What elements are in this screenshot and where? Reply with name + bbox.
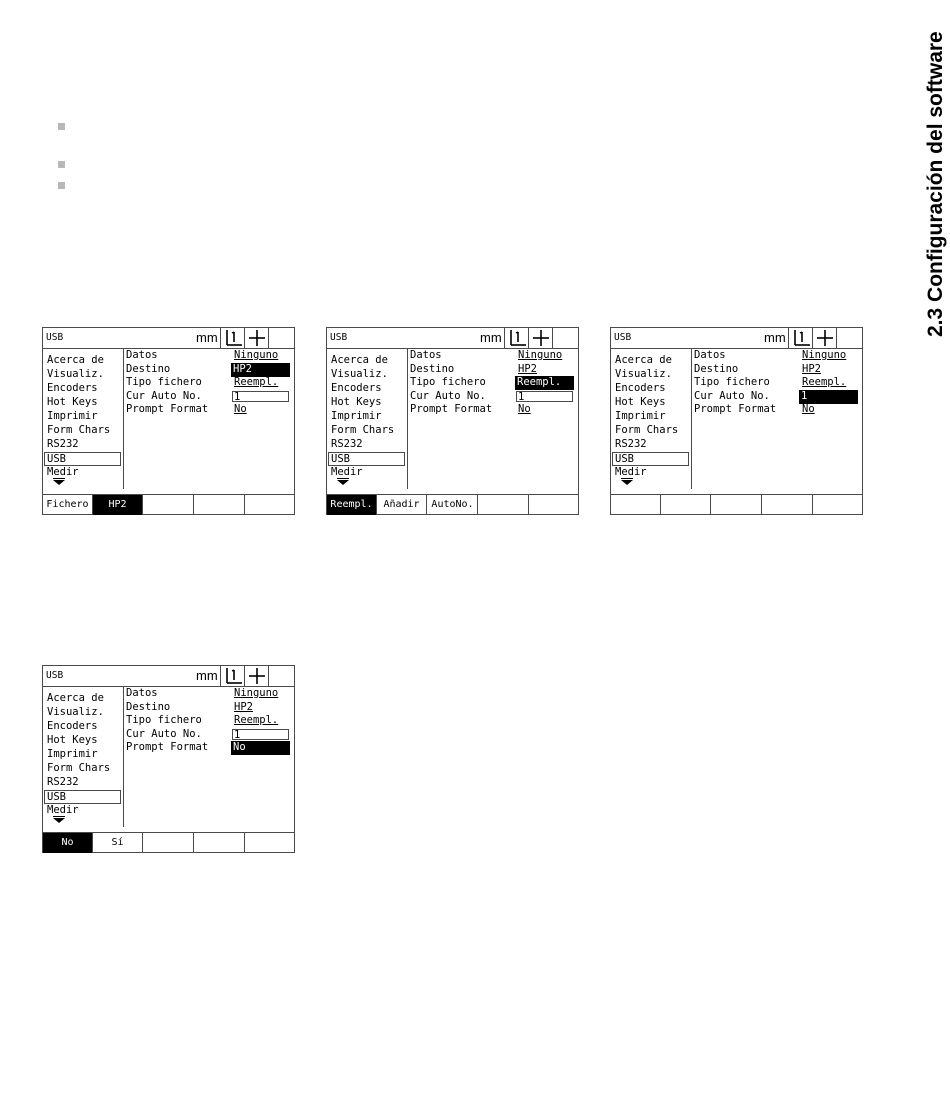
settings-panel	[410, 348, 578, 428]
setting-row[interactable]	[126, 701, 294, 715]
menu-item[interactable]: RS232	[331, 438, 363, 450]
menu-item[interactable]: Imprimir	[47, 410, 98, 422]
empty-status-slot	[836, 328, 862, 348]
setting-label: Prompt Format	[410, 403, 493, 415]
softkey-button[interactable]	[144, 495, 194, 515]
datum-icon[interactable]	[788, 328, 812, 348]
menu-item[interactable]: Form Chars	[47, 762, 111, 774]
menu-item[interactable]: Hot Keys	[331, 396, 382, 408]
setting-row[interactable]	[410, 403, 578, 417]
menu-item[interactable]: Visualiz.	[47, 706, 104, 718]
menu-item[interactable]: Encoders	[47, 382, 98, 394]
menu-item[interactable]: RS232	[47, 438, 79, 450]
setting-label: Destino	[126, 701, 171, 713]
setting-row[interactable]	[126, 687, 294, 701]
setting-value[interactable]: No	[234, 403, 247, 415]
bullet-2	[58, 161, 65, 168]
scroll-down-arrow-icon[interactable]	[53, 818, 65, 823]
setting-value[interactable]: 1	[516, 391, 573, 402]
setting-row[interactable]	[126, 363, 294, 377]
softkey-button[interactable]	[712, 495, 762, 515]
dro-screen	[42, 327, 295, 515]
menu-item[interactable]: RS232	[615, 438, 647, 450]
setting-label: Datos	[694, 349, 726, 361]
unit-toggle[interactable]: mm	[764, 330, 786, 345]
softkey-button[interactable]: Reempl.	[327, 495, 377, 515]
menu-item[interactable]: Medir	[615, 466, 647, 478]
screen-header	[611, 328, 862, 349]
softkey-button[interactable]: HP2	[93, 495, 143, 515]
datum-icon[interactable]	[220, 666, 244, 686]
softkey-button[interactable]: Añadir	[377, 495, 427, 515]
setting-value[interactable]: Reempl.	[515, 376, 574, 390]
setting-label: Cur Auto No.	[694, 390, 770, 402]
screen-header	[327, 328, 578, 349]
setting-value[interactable]: Ninguno	[234, 349, 279, 361]
setting-value[interactable]: No	[231, 741, 290, 755]
crosshair-icon[interactable]	[244, 328, 268, 348]
setting-value[interactable]: Reempl.	[234, 376, 279, 388]
softkey-button[interactable]: No	[43, 833, 93, 853]
setting-value[interactable]: Reempl.	[802, 376, 847, 388]
setting-label: Tipo fichero	[126, 714, 202, 726]
softkey-button[interactable]	[479, 495, 529, 515]
softkey-button[interactable]: Fichero	[43, 495, 93, 515]
settings-menu	[611, 348, 692, 489]
empty-status-slot	[268, 666, 294, 686]
softkey-button[interactable]	[529, 495, 578, 515]
setting-label: Datos	[126, 349, 158, 361]
section-title: 2.3 Configuración del software	[924, 31, 947, 337]
menu-item[interactable]: Form Chars	[47, 424, 111, 436]
setting-row[interactable]	[126, 349, 294, 363]
softkey-button[interactable]: Sí	[93, 833, 143, 853]
setting-value[interactable]: No	[802, 403, 815, 415]
menu-item[interactable]: Encoders	[331, 382, 382, 394]
setting-row[interactable]	[126, 390, 294, 404]
setting-row[interactable]	[410, 390, 578, 404]
menu-item[interactable]: Acerca de	[47, 692, 104, 704]
screen-title: USB	[330, 332, 348, 343]
setting-value[interactable]: Ninguno	[518, 349, 563, 361]
unit-toggle[interactable]: mm	[480, 330, 502, 345]
screen-header	[43, 666, 294, 687]
screen-title: USB	[614, 332, 632, 343]
menu-item[interactable]: Medir	[331, 466, 363, 478]
setting-value[interactable]: Ninguno	[802, 349, 847, 361]
softkey-button[interactable]	[245, 495, 294, 515]
setting-label: Tipo fichero	[126, 376, 202, 388]
setting-value[interactable]: HP2	[802, 363, 821, 375]
menu-item[interactable]: Form Chars	[331, 424, 395, 436]
setting-row[interactable]	[694, 390, 862, 404]
menu-item[interactable]: Acerca de	[615, 354, 672, 366]
menu-item[interactable]: Imprimir	[615, 410, 666, 422]
softkey-button[interactable]	[245, 833, 294, 853]
setting-value[interactable]: HP2	[518, 363, 537, 375]
softkey-button[interactable]: AutoNo.	[428, 495, 478, 515]
setting-row[interactable]	[126, 403, 294, 417]
menu-item[interactable]: USB	[612, 452, 689, 466]
setting-value[interactable]: HP2	[231, 363, 290, 377]
menu-item[interactable]: Hot Keys	[47, 396, 98, 408]
menu-item[interactable]: Imprimir	[331, 410, 382, 422]
setting-label: Prompt Format	[126, 403, 209, 415]
menu-item[interactable]: Acerca de	[331, 354, 388, 366]
crosshair-icon[interactable]	[812, 328, 836, 348]
setting-value[interactable]: 1	[232, 729, 289, 740]
crosshair-icon[interactable]	[244, 666, 268, 686]
dro-screen	[42, 665, 295, 853]
dro-screen	[326, 327, 579, 515]
setting-label: Cur Auto No.	[126, 728, 202, 740]
softkey-bar	[327, 494, 578, 515]
softkey-button[interactable]	[813, 495, 862, 515]
dro-screen	[610, 327, 863, 515]
setting-label: Cur Auto No.	[410, 390, 486, 402]
settings-panel	[126, 686, 294, 766]
setting-row[interactable]	[694, 403, 862, 417]
menu-item[interactable]: Encoders	[615, 382, 666, 394]
empty-status-slot	[552, 328, 578, 348]
setting-row[interactable]	[126, 714, 294, 728]
setting-label: Destino	[126, 363, 171, 375]
datum-icon[interactable]	[220, 328, 244, 348]
softkey-button[interactable]	[611, 495, 661, 515]
setting-row[interactable]	[410, 349, 578, 363]
menu-item[interactable]: USB	[328, 452, 405, 466]
setting-value[interactable]: 1	[799, 390, 858, 404]
setting-label: Datos	[126, 687, 158, 699]
datum-icon[interactable]	[504, 328, 528, 348]
bullet-3	[58, 182, 65, 189]
menu-item[interactable]: USB	[44, 452, 121, 466]
setting-row[interactable]	[126, 376, 294, 390]
menu-item[interactable]: Acerca de	[47, 354, 104, 366]
menu-item[interactable]: Form Chars	[615, 424, 679, 436]
setting-label: Cur Auto No.	[126, 390, 202, 402]
setting-row[interactable]	[410, 376, 578, 390]
scroll-down-arrow-icon[interactable]	[621, 480, 633, 485]
setting-label: Datos	[410, 349, 442, 361]
setting-label: Prompt Format	[694, 403, 777, 415]
setting-row[interactable]	[410, 363, 578, 377]
softkey-bar	[43, 494, 294, 515]
menu-item[interactable]: Visualiz.	[615, 368, 672, 380]
menu-item[interactable]: Visualiz.	[47, 368, 104, 380]
crosshair-icon[interactable]	[528, 328, 552, 348]
setting-row[interactable]	[694, 349, 862, 363]
setting-value[interactable]: HP2	[234, 701, 253, 713]
setting-row[interactable]	[694, 376, 862, 390]
menu-item[interactable]: Visualiz.	[331, 368, 388, 380]
softkey-button[interactable]	[195, 495, 245, 515]
screen-title: USB	[46, 332, 64, 343]
bullet-1	[58, 123, 65, 130]
menu-item[interactable]: Medir	[47, 466, 79, 478]
setting-label: Destino	[694, 363, 739, 375]
setting-value[interactable]: Reempl.	[234, 714, 279, 726]
setting-row[interactable]	[126, 728, 294, 742]
setting-row[interactable]	[126, 741, 294, 755]
setting-value[interactable]: Ninguno	[234, 687, 279, 699]
softkey-button[interactable]	[763, 495, 813, 515]
menu-item[interactable]: Hot Keys	[47, 734, 98, 746]
settings-menu	[43, 348, 124, 489]
setting-label: Tipo fichero	[694, 376, 770, 388]
softkey-bar	[611, 494, 862, 515]
menu-item[interactable]: Encoders	[47, 720, 98, 732]
screen-header	[43, 328, 294, 349]
setting-value[interactable]: No	[518, 403, 531, 415]
menu-item[interactable]: Medir	[47, 804, 79, 816]
empty-status-slot	[268, 328, 294, 348]
settings-menu	[327, 348, 408, 489]
scroll-down-arrow-icon[interactable]	[53, 480, 65, 485]
unit-toggle[interactable]: mm	[196, 330, 218, 345]
setting-row[interactable]	[694, 363, 862, 377]
unit-toggle[interactable]: mm	[196, 668, 218, 683]
settings-panel	[126, 348, 294, 428]
menu-item[interactable]: Hot Keys	[615, 396, 666, 408]
softkey-button[interactable]	[195, 833, 245, 853]
menu-item[interactable]: Imprimir	[47, 748, 98, 760]
softkey-button[interactable]	[661, 495, 711, 515]
menu-item[interactable]: USB	[44, 790, 121, 804]
setting-label: Tipo fichero	[410, 376, 486, 388]
menu-item[interactable]: RS232	[47, 776, 79, 788]
setting-label: Prompt Format	[126, 741, 209, 753]
softkey-bar	[43, 832, 294, 853]
settings-panel	[694, 348, 862, 428]
scroll-down-arrow-icon[interactable]	[337, 480, 349, 485]
setting-value[interactable]: 1	[232, 391, 289, 402]
softkey-button[interactable]	[144, 833, 194, 853]
setting-label: Destino	[410, 363, 455, 375]
screen-title: USB	[46, 670, 64, 681]
settings-menu	[43, 686, 124, 827]
